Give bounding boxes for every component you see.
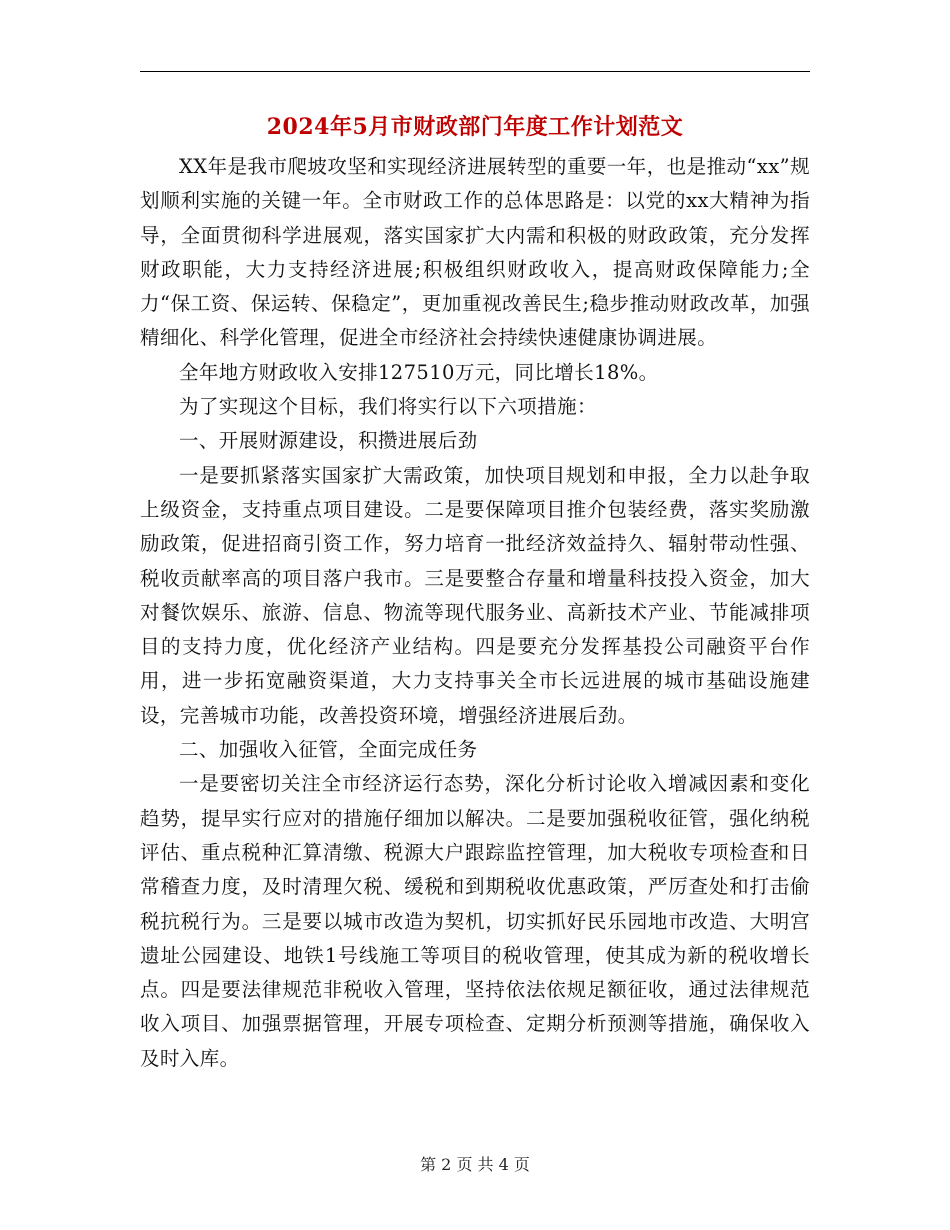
header-rule bbox=[140, 71, 810, 72]
document-body bbox=[140, 150, 810, 1076]
paragraph-overview: XX年是我市爬坡攻坚和实现经济进展转型的重要一年，也是推动“xx”规划顺利实施的关键一年。全市财政工作的总体思路是：以党的xx大精神为指导，全面贯彻科学进展观，落实国家扩大内需和积极的财政政策，充分发挥财政职能，大力支持经济进展;积极组织财政收入，提高财政保障能力;全力“保工资、保运转、保稳定”，更加重视改善民生;稳步推动财政改革，加强精细化、科学化管理，促进全市经济社会持续快速健康协调进展。 bbox=[140, 155, 810, 350]
paragraph-revenue-target: 全年地方财政收入安排127510万元，同比增长18%。 bbox=[179, 360, 659, 384]
document-title: 2024年5月市财政部门年度工作计划范文 bbox=[266, 114, 684, 140]
paragraph-measures-intro: 为了实现这个目标，我们将实行以下六项措施： bbox=[179, 395, 597, 419]
section-heading-1: 一、开展财源建设，积攒进展后劲 bbox=[179, 429, 478, 453]
section-heading-2: 二、加强收入征管，全面完成任务 bbox=[179, 738, 478, 762]
paragraph-section-2: 一是要密切关注全市经济运行态势，深化分析讨论收入增减因素和变化趋势，提早实行应对的措施仔细加以解决。二是要加强税收征管，强化纳税评估、重点税种汇算清缴、税源大户跟踪监控管理，加大税收专项检查和日常稽查力度，及时清理欠税、缓税和到期税收优惠政策，严厉查处和打击偷税抗税行为。三是要以城市改造为契机，切实抓好民乐园地市改造、大明宫遗址公园建设、地铁1号线施工等项目的税收管理，使其成为新的税收增长点。四是要法律规范非税收入管理，坚持依法依规足额征收，通过法律规范收入项目、加强票据管理，开展专项检查、定期分析预测等措施，确保收入及时入库。 bbox=[140, 772, 810, 1070]
page-number: 第 2 页 共 4 页 bbox=[420, 1155, 530, 1174]
paragraph-section-1: 一是要抓紧落实国家扩大需政策，加快项目规划和申报，全力以赴争取上级资金，支持重点项目建设。二是要保障项目推介包装经费，落实奖励激励政策，促进招商引资工作，努力培育一批经济效益持久、辐射带动性强、税收贡献率高的项目落户我市。三是要整合存量和增量科技投入资金，加大对餐饮娱乐、旅游、信息、物流等现代服务业、高新技术产业、节能减排项目的支持力度，优化经济产业结构。四是要充分发挥基投公司融资平台作用，进一步拓宽融资渠道，大力支持事关全市长远进展的城市基础设施建设，完善城市功能，改善投资环境，增强经济进展后劲。 bbox=[140, 463, 810, 727]
